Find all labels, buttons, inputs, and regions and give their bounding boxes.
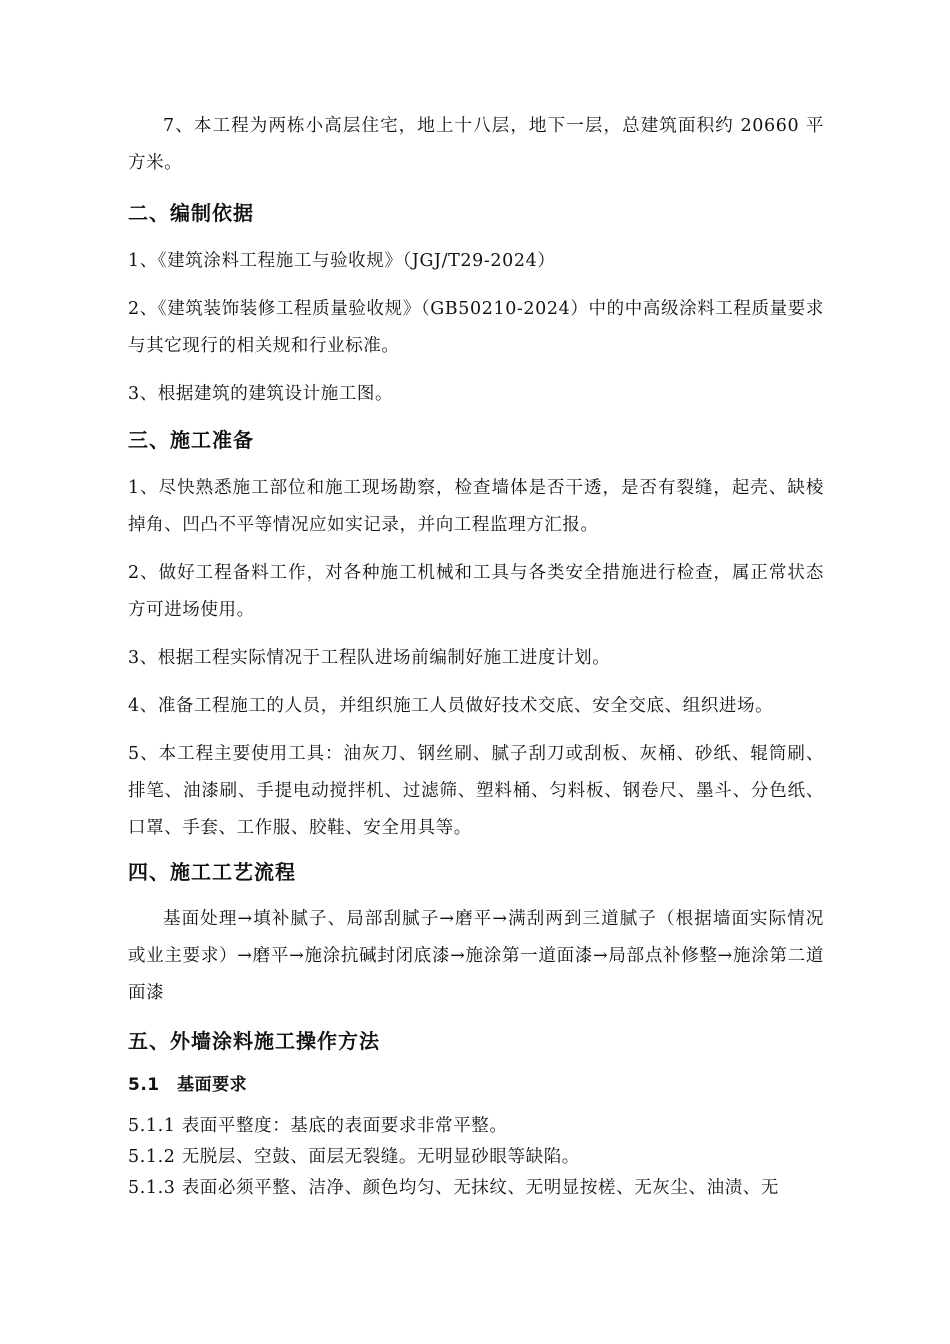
section-2-item-2: 2、《建筑装饰装修工程质量验收规》（GB50210-2024）中的中高级涂料工程质量要求与其它现行的相关规和行业标准。 bbox=[128, 299, 824, 356]
section-3-title: 三、施工准备 bbox=[128, 428, 254, 452]
section-3-item-3: 3、根据工程实际情况于工程队进场前编制好施工进度计划。 bbox=[128, 648, 611, 668]
section-3-item-2: 2、做好工程备料工作，对各种施工机械和工具与各类安全措施进行检查，属正常状态方可进场使用。 bbox=[128, 563, 824, 620]
section-2-item-3: 3、根据建筑的建筑设计施工图。 bbox=[128, 384, 394, 404]
section-2-item-1: 1、《建筑涂料工程施工与验收规》（JGJ/T29-2024） bbox=[128, 251, 556, 271]
section-5-1-3: 5.1.3 表面必须平整、洁净、颜色均匀、无抹纹、无明显按槎、无灰尘、油渍、无 bbox=[128, 1178, 779, 1198]
section-3-item-4: 4、准备工程施工的人员，并组织施工人员做好技术交底、安全交底、组织进场。 bbox=[128, 696, 774, 716]
section-5-1-1: 5.1.1 表面平整度：基底的表面要求非常平整。 bbox=[128, 1116, 508, 1136]
section-3-item-1: 1、尽快熟悉施工部位和施工现场勘察，检查墙体是否干透，是否有裂缝，起壳、缺棱掉角、凹凸不平等情况应如实记录，并向工程监理方汇报。 bbox=[128, 478, 824, 535]
section-4-title: 四、施工工艺流程 bbox=[128, 860, 296, 884]
intro-paragraph: 7、本工程为两栋小高层住宅，地上十八层，地下一层，总建筑面积约 20660 平方米。 bbox=[128, 116, 824, 173]
document-page bbox=[128, 108, 824, 1204]
section-5-1-2: 5.1.2 无脱层、空鼓、面层无裂缝。无明显砂眼等缺陷。 bbox=[128, 1147, 580, 1167]
section-3-item-5: 5、本工程主要使用工具：油灰刀、钢丝刷、腻子刮刀或刮板、灰桶、砂纸、辊筒刷、排笔、油漆刷、手提电动搅拌机、过滤筛、塑料桶、匀料板、钢卷尺、墨斗、分色纸、口罩、手套、工作服、胶鞋、安全用具等。 bbox=[128, 744, 824, 838]
section-5-title: 五、外墙涂料施工操作方法 bbox=[128, 1029, 380, 1053]
section-5-1-title: 5.1 基面要求 bbox=[128, 1075, 248, 1095]
section-2-title: 二、编制依据 bbox=[128, 201, 254, 225]
section-4-process-flow: 基面处理→填补腻子、局部刮腻子→磨平→满刮两到三道腻子（根据墙面实际情况或业主要求）→磨平→施涂抗碱封闭底漆→施涂第一道面漆→局部点补修整→施涂第二道面漆 bbox=[128, 909, 824, 1003]
